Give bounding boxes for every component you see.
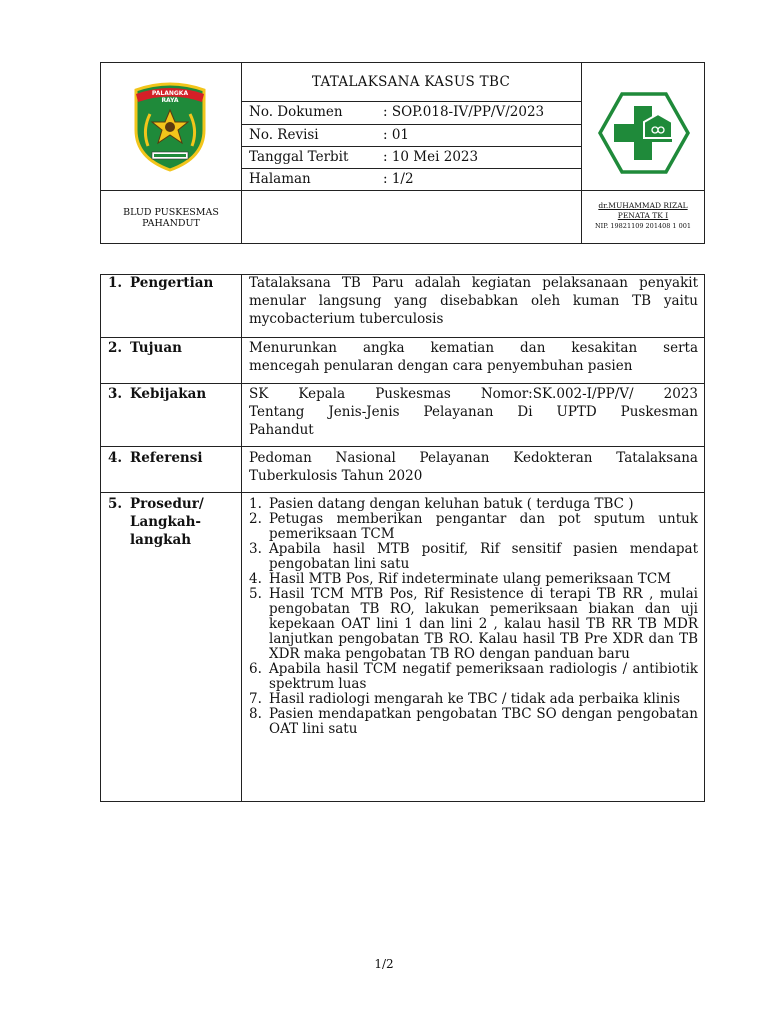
meta-value: : 01 [383,127,410,143]
section-text-pengertian [249,274,698,328]
step-text: Petugas memberikan pengantar dan pot sputum untuk pemeriksaan TCM [269,511,698,542]
logo-lettering: PALANGKA RAYA [151,90,189,104]
text-line: SK Kepala Puskesmas Nomor:SK.002-I/PP/V/ 2023 [249,386,698,402]
text-line: Tatalaksana TB Paru adalah kegiatan pelaksanaan penyakit [249,275,698,291]
step-number: 4. [249,571,262,587]
text-line: Tuberkulosis Tahun 2020 [249,468,423,484]
section-title: Tujuan [130,340,182,356]
header-divider [100,190,705,191]
meta-value: : 10 Mei 2023 [383,149,479,165]
step-text: Hasil TCM MTB Pos, Rif Resistence di terapi TB RR , mulai pengobatan TB RO, lakukan pemeriksaan biakan dan uji kepekaan OAT lini 1 dan lini 2 , kalau hasil TB RR TB MDR lanjutkan pengobatan TB RO. Kalau hasil TB Pre XDR dan TB XDR maka pengobatan TB RO dengan panduan baru [269,586,698,662]
procedure-step [249,542,698,572]
section-title: Kebijakan [130,386,207,402]
step-number: 5. [249,586,262,602]
signatory-name: dr.MUHAMMAD RIZAL [598,201,688,210]
section-label-prosedur [108,495,204,549]
procedure-step [249,512,698,542]
meta-value: : 1/2 [383,171,414,187]
text-line: Tentang Jenis-Jenis Pelayanan Di UPTD Puskesman [249,404,698,420]
meta-row-no-revisi [249,124,579,146]
text-line: menular langsung yang disebabkan oleh kuman TB yaitu [249,293,698,309]
section-text-kebijakan [249,385,698,439]
text-line: Menurunkan angka kematian dan kesakitan serta [249,340,698,356]
section-number: 5. [108,496,123,512]
step-text: Apabila hasil MTB positif, Rif sensitif pasien mendapat pengobatan lini satu [269,541,698,572]
step-number: 2. [249,511,262,527]
meta-row-no-dokumen [249,101,579,123]
section-label-tujuan [108,339,182,357]
signatory-nip: NIP. 19821109 201408 1 001 [594,222,692,230]
signatory-block [582,201,704,231]
section-number: 3. [108,386,123,402]
table-column-divider [241,274,242,802]
step-number: 1. [249,496,262,512]
section-title: Pengertian [130,275,214,291]
org-line: PAHANDUT [142,218,200,229]
procedure-step [249,662,698,692]
table-row-divider [100,337,705,338]
text-line: mycobacterium tuberculosis [249,311,444,327]
meta-key: No. Revisi [249,127,319,143]
document-title: TATALAKSANA KASUS TBC [311,74,511,90]
text-line: Pedoman Nasional Pelayanan Kedokteran Tatalaksana [249,450,698,466]
meta-row-tanggal-terbit [249,146,579,168]
meta-row-halaman [249,168,579,190]
organization-name [101,207,241,229]
table-row-divider [100,383,705,384]
section-text-prosedur [249,497,698,737]
section-title: Referensi [130,450,203,466]
procedure-step [249,692,698,707]
step-number: 3. [249,541,262,557]
section-title: Prosedur/ [130,496,204,512]
step-text: Apabila hasil TCM negatif pemeriksaan radiologis / antibiotik spektrum luas [269,661,698,692]
meta-key: No. Dokumen [249,104,343,120]
step-text: Hasil radiologi mengarah ke TBC / tidak ada perbaika klinis [269,691,681,707]
text-line: mencegah penularan dengan cara penyembuhan pasien [249,358,633,374]
org-line: BLUD PUSKESMAS [123,207,219,218]
step-text: Pasien mendapatkan pengobatan TBC SO dengan pengobatan OAT lini satu [269,706,698,737]
meta-key: Halaman [249,171,311,187]
step-number: 8. [249,706,262,722]
step-text: Hasil MTB Pos, Rif indeterminate ulang pemeriksaan TCM [269,571,671,587]
section-label-kebijakan [108,385,206,403]
meta-value: : SOP.018-IV/PP/V/2023 [383,104,545,120]
section-text-tujuan [249,339,698,375]
step-number: 7. [249,691,262,707]
signatory-rank: PENATA TK I [617,211,669,220]
procedure-step [249,587,698,662]
procedure-step [249,707,698,737]
section-number: 2. [108,340,123,356]
page-number: 1/2 [374,957,394,971]
section-text-referensi [249,449,698,485]
procedure-steps [249,497,698,737]
section-number: 4. [108,450,123,466]
section-title: langkah [130,532,192,548]
section-title: Langkah- [130,514,202,530]
meta-key: Tanggal Terbit [249,149,349,165]
table-row-divider [100,492,705,493]
text-line: Pahandut [249,422,314,438]
procedure-step [249,572,698,587]
procedure-step [249,497,698,512]
step-number: 6. [249,661,262,677]
section-label-pengertian [108,274,213,292]
step-text: Pasien datang dengan keluhan batuk ( terduga TBC ) [269,496,634,512]
section-label-referensi [108,449,202,467]
table-row-divider [100,446,705,447]
puskesmas-logo-icon [598,92,690,174]
section-number: 1. [108,275,123,291]
